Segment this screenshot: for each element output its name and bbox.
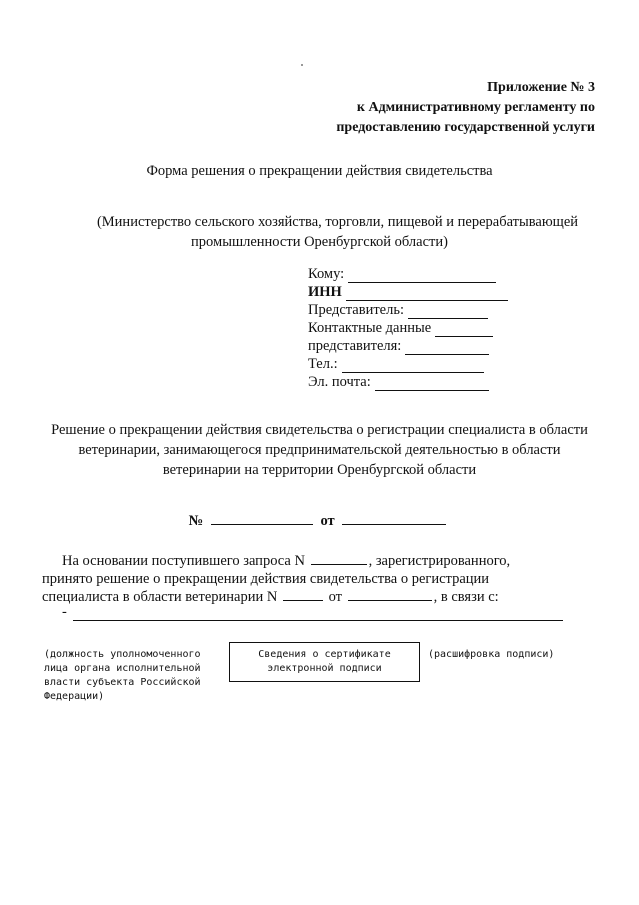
date-from-label: от (320, 513, 335, 529)
decision-title (0, 420, 639, 480)
official-position-caption (44, 648, 201, 704)
ministry-line-1: (Министерство сельского хозяйства, торговли, пищевой и перерабатывающей (96, 214, 579, 230)
certificate-date-field[interactable] (348, 588, 432, 601)
basis-line-1 (42, 552, 510, 570)
representative-field[interactable] (408, 305, 488, 319)
recipient-to-label: Кому: (308, 266, 345, 282)
basis-reason-label: , в связи с: (433, 589, 499, 605)
email-label: Эл. почта: (308, 374, 371, 390)
contacts-field[interactable] (435, 323, 493, 337)
inn-label: ИНН (308, 284, 342, 300)
reason-field[interactable] (73, 608, 563, 621)
basis-registered-label: , зарегистрированного, (368, 553, 511, 569)
decision-date-field[interactable] (342, 512, 446, 525)
form-title: Форма решения о прекращении действия свидетельства (146, 163, 493, 179)
cert-line-2: электронной подписи (267, 663, 382, 674)
scan-dot (301, 64, 303, 66)
reason-dash: - (62, 604, 67, 620)
phone-label: Тел.: (308, 356, 338, 372)
position-line-4: Федерации) (44, 691, 105, 702)
appendix-line-3: предоставлению государственной услуги (336, 120, 595, 135)
basis-request-label: На основании поступившего запроса N (62, 553, 305, 569)
position-line-2: лица органа исполнительной (44, 663, 201, 674)
email-field[interactable] (375, 377, 489, 391)
inn-field[interactable] (346, 287, 508, 301)
basis-line-2: принято решение о прекращении действия свидетельства о регистрации (42, 571, 490, 587)
ministry-name (0, 212, 639, 252)
email-row (308, 373, 508, 391)
position-line-1: (должность уполномоченного (44, 649, 201, 660)
phone-field[interactable] (342, 359, 484, 373)
number-sign: № (188, 513, 204, 529)
cert-line-1: Сведения о сертификате (258, 649, 391, 660)
representative-row (308, 301, 508, 319)
inn-row (308, 283, 508, 301)
decision-number-field[interactable] (211, 512, 313, 525)
request-number-field[interactable] (311, 552, 367, 565)
position-line-3: власти субъекта Российской (44, 677, 201, 688)
representative-label: Представитель: (308, 302, 404, 318)
decision-number-line (0, 512, 639, 530)
contacts-label: Контактные данные (308, 320, 432, 336)
recipient-block (308, 265, 508, 391)
basis-from-label: от (328, 589, 342, 605)
reason-row (62, 604, 563, 621)
decision-line-1: Решение о прекращении действия свидетельства о регистрации специалиста в области (51, 422, 588, 438)
appendix-header (336, 78, 595, 138)
representative-contacts-field[interactable] (405, 341, 489, 355)
certificate-number-field[interactable] (283, 588, 323, 601)
appendix-line-2: к Административному регламенту по (356, 100, 595, 115)
phone-row (308, 355, 508, 373)
basis-certificate-label: специалиста в области ветеринарии N (42, 589, 278, 605)
appendix-line-1: Приложение № 3 (487, 80, 595, 95)
decision-line-2: ветеринарии, занимающегося предпринимательской деятельностью в области (78, 442, 561, 458)
e-signature-certificate-box (229, 642, 420, 682)
ministry-line-2: промышленности Оренбургской области) (191, 234, 448, 250)
decision-line-3: ветеринарии на территории Оренбургской области (162, 462, 477, 478)
representative-contacts-row (308, 337, 508, 355)
recipient-to-row (308, 265, 508, 283)
signature-decode-caption: (расшифровка подписи) (428, 649, 555, 660)
basis-paragraph (42, 552, 510, 606)
contacts-row (308, 319, 508, 337)
recipient-to-field[interactable] (348, 269, 496, 283)
representative-contacts-label: представителя: (308, 338, 402, 354)
